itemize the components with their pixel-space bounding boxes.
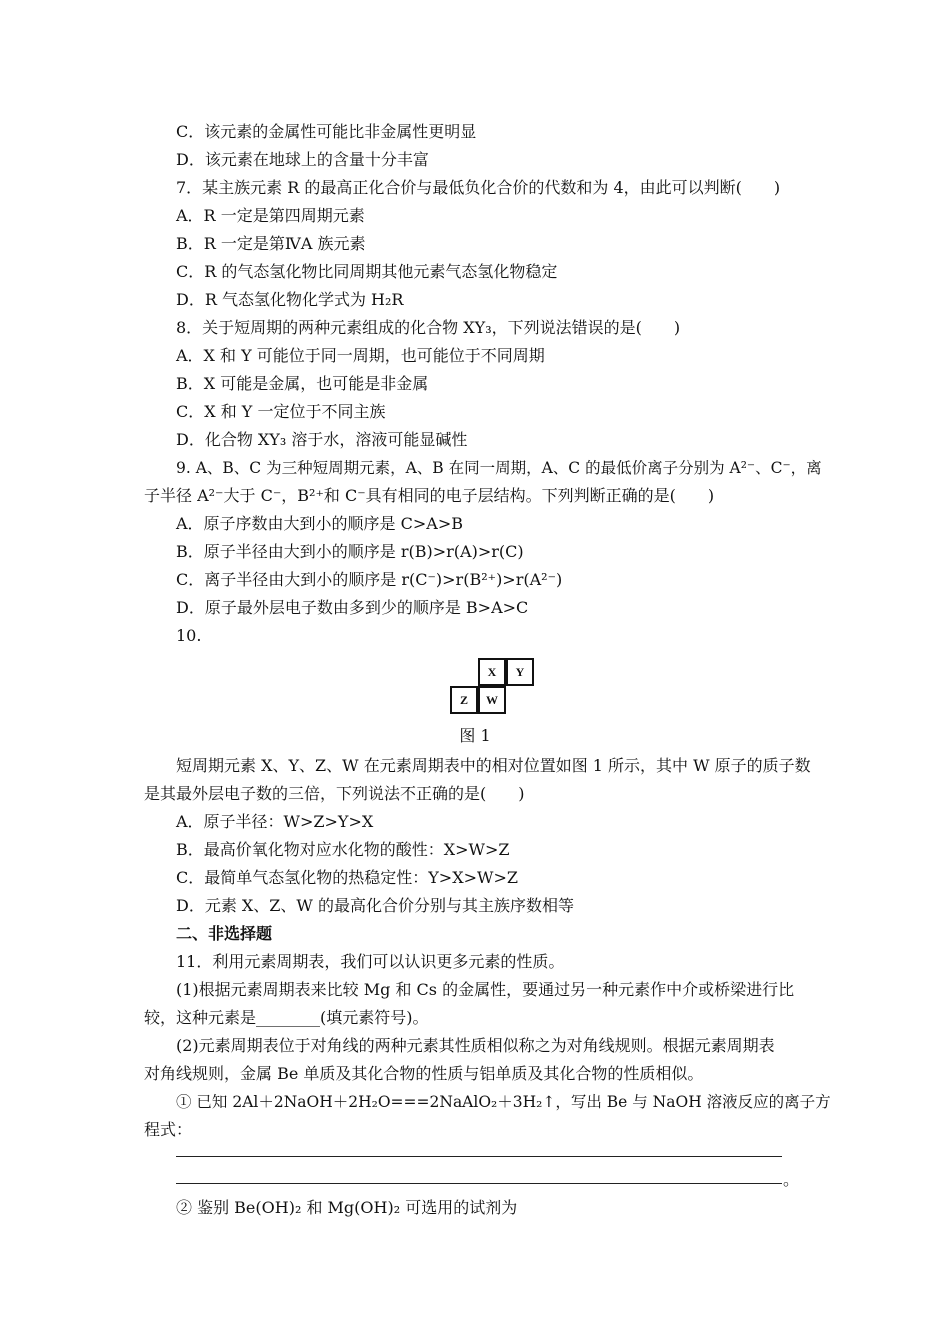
question-9-line1: 9. A、B、C 为三种短周期元素，A、B 在同一周期，A、C 的最低价离子分别为 A²⁻、C⁻，离 bbox=[176, 459, 822, 477]
figure-cell-x: X bbox=[478, 658, 506, 686]
question-10-line1: 短周期元素 X、Y、Z、W 在元素周期表中的相对位置如图 1 所示，其中 W 原子的质子数 bbox=[176, 756, 811, 775]
q8-option-d: D．化合物 XY₃ 溶于水，溶液可能显碱性 bbox=[176, 430, 468, 449]
figure-caption: 图 1 bbox=[459, 726, 491, 745]
question-10-line2: 是其最外层电子数的三倍，下列说法不正确的是( ) bbox=[144, 784, 525, 803]
figure-cell-z: Z bbox=[450, 686, 478, 714]
q11-subpart1-line2: 程式： bbox=[144, 1120, 193, 1139]
q11-subpart1-line1: ① 已知 2Al＋2NaOH＋2H₂O===2NaAlO₂＋3H₂↑，写出 Be 与 NaOH 溶液反应的离子方 bbox=[176, 1093, 831, 1111]
q7-option-b: B．R 一定是第ⅣA 族元素 bbox=[176, 234, 366, 253]
question-7: 7．某主族元素 R 的最高正化合价与最低负化合价的代数和为 4，由此可以判断( ) bbox=[176, 178, 781, 197]
q10-option-c: C．最简单气态氢化物的热稳定性：Y>X>W>Z bbox=[176, 868, 518, 887]
answer-line-2[interactable] bbox=[176, 1183, 782, 1184]
q11-part1-line2: 较，这种元素是________(填元素符号)。 bbox=[144, 1008, 429, 1027]
q10-option-a: A．原子半径：W>Z>Y>X bbox=[176, 812, 374, 831]
q11-part2-line1: (2)元素周期表位于对角线的两种元素其性质相似称之为对角线规则。根据元素周期表 bbox=[176, 1036, 775, 1055]
q11-part1-line1: (1)根据元素周期表来比较 Mg 和 Cs 的金属性，要通过另一种元素作中介或桥梁进行比 bbox=[176, 980, 795, 999]
q8-option-c: C．X 和 Y 一定位于不同主族 bbox=[176, 402, 386, 421]
q9-option-d: D．原子最外层电子数由多到少的顺序是 B>A>C bbox=[176, 598, 529, 617]
figure-cell-w: W bbox=[478, 686, 506, 714]
q9-option-b: B．原子半径由大到小的顺序是 r(B)>r(A)>r(C) bbox=[176, 542, 524, 561]
question-8: 8．关于短周期的两种元素组成的化合物 XY₃，下列说法错误的是( ) bbox=[176, 318, 681, 337]
answer-line-1[interactable] bbox=[176, 1156, 782, 1157]
q7-option-c: C．R 的气态氢化物比同周期其他元素气态氢化物稳定 bbox=[176, 262, 558, 281]
q7-option-a: A．R 一定是第四周期元素 bbox=[176, 206, 365, 225]
answer-period: 。 bbox=[783, 1170, 800, 1189]
q9-option-a: A．原子序数由大到小的顺序是 C>A>B bbox=[176, 514, 464, 533]
q6-option-d: D．该元素在地球上的含量十分丰富 bbox=[176, 150, 429, 169]
q6-option-c: C．该元素的金属性可能比非金属性更明显 bbox=[176, 122, 477, 141]
q7-option-d: D．R 气态氢化物化学式为 H₂R bbox=[176, 290, 404, 309]
figure-cell-y: Y bbox=[506, 658, 534, 686]
q8-option-b: B．X 可能是金属，也可能是非金属 bbox=[176, 374, 429, 393]
question-11: 11．利用元素周期表，我们可以认识更多元素的性质。 bbox=[176, 952, 565, 971]
q10-option-b: B．最高价氧化物对应水化物的酸性：X>W>Z bbox=[176, 840, 510, 859]
q11-subpart2: ② 鉴别 Be(OH)₂ 和 Mg(OH)₂ 可选用的试剂为 bbox=[176, 1198, 518, 1217]
q11-part2-line2: 对角线规则，金属 Be 单质及其化合物的性质与铝单质及其化合物的性质相似。 bbox=[144, 1064, 704, 1083]
q10-option-d: D．元素 X、Z、W 的最高化合价分别与其主族序数相等 bbox=[176, 896, 574, 915]
q8-option-a: A．X 和 Y 可能位于同一周期，也可能位于不同周期 bbox=[176, 346, 545, 365]
section-heading: 二、非选择题 bbox=[176, 924, 273, 943]
question-9-line2: 子半径 A²⁻大于 C⁻，B²⁺和 C⁻具有相同的电子层结构。下列判断正确的是( ) bbox=[144, 486, 715, 505]
q9-option-c: C．离子半径由大到小的顺序是 r(C⁻)>r(B²⁺)>r(A²⁻) bbox=[176, 570, 563, 589]
question-10-number: 10. bbox=[176, 626, 202, 645]
